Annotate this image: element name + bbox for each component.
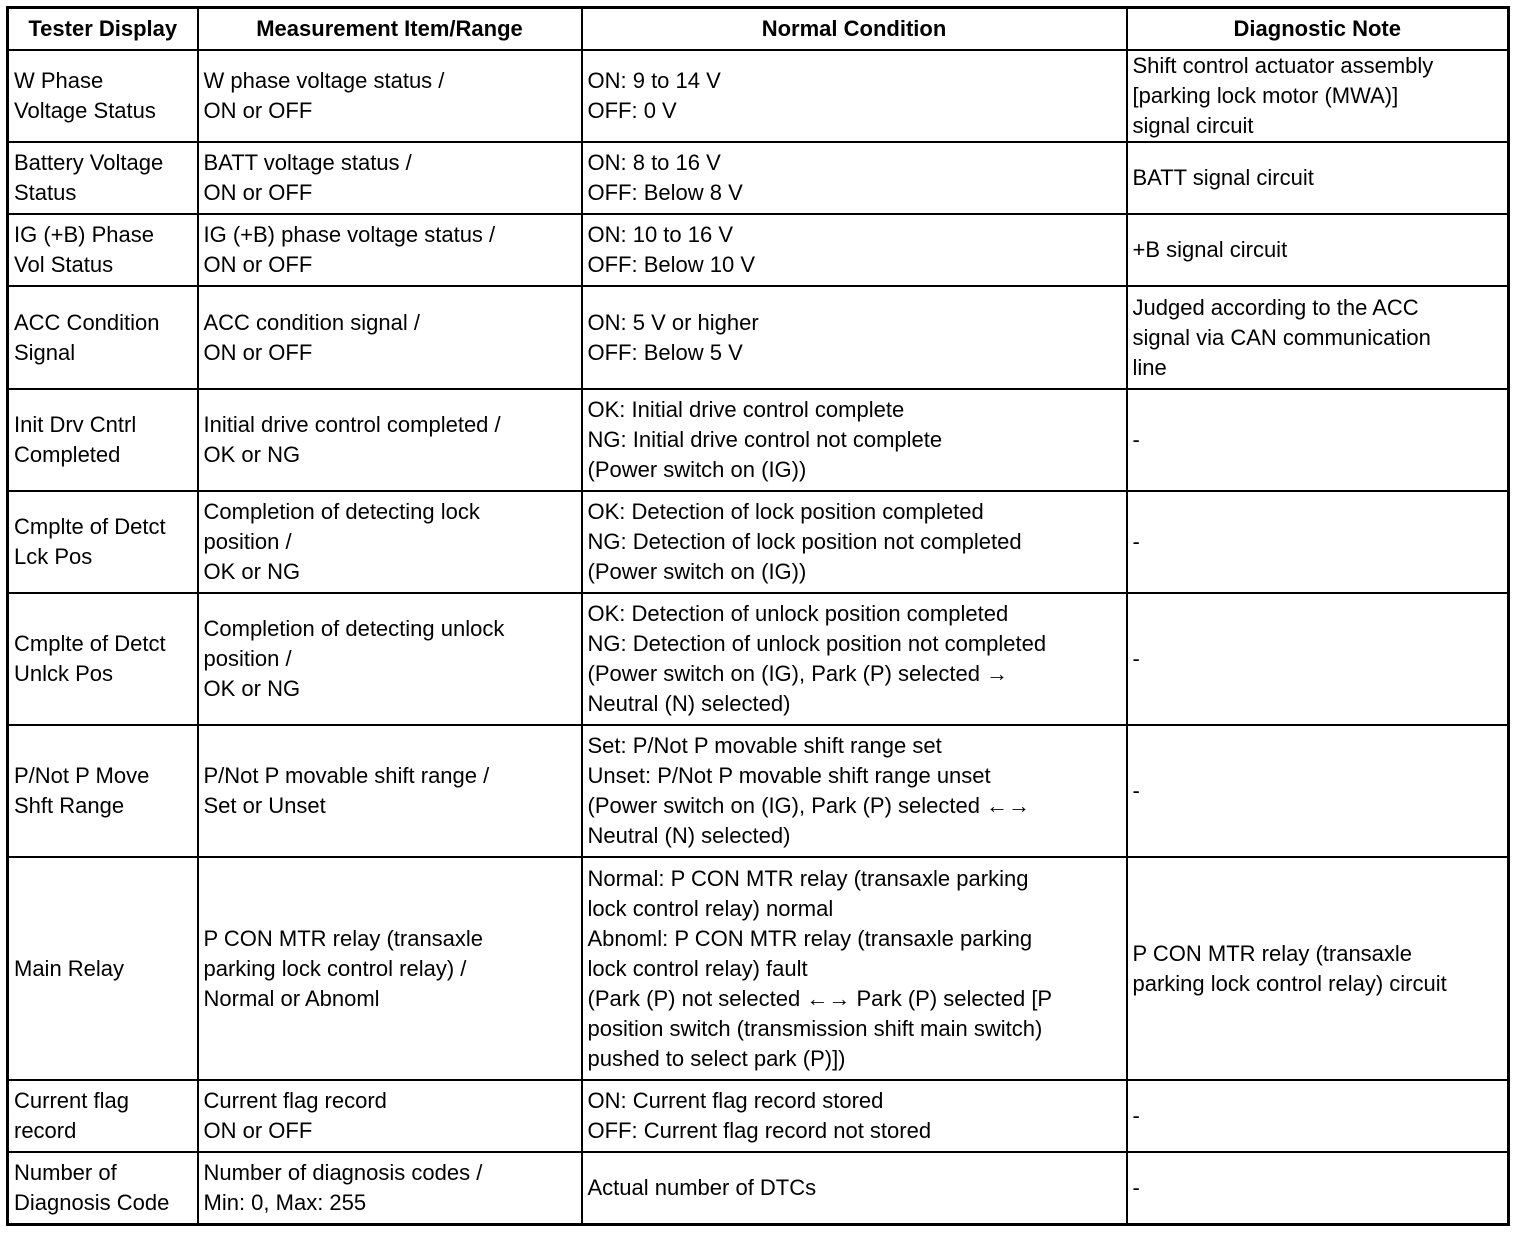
diagnostic-note-cell <box>1127 214 1509 286</box>
cell-text-line: Battery Voltage <box>14 150 164 175</box>
measurement-item-cell <box>198 1080 582 1152</box>
diagnostic-note-cell <box>1127 593 1509 725</box>
cell-text-line: ON or OFF <box>203 1118 313 1143</box>
cell-text-line: NG: Detection of lock position not completed <box>587 529 1022 554</box>
measurement-item-cell <box>198 214 582 286</box>
tester-display-cell <box>8 50 198 142</box>
cell-text-line: ON or OFF <box>203 252 313 277</box>
normal-condition-cell <box>582 286 1127 389</box>
cell-text-line: W phase voltage status / <box>203 68 445 93</box>
table-row <box>8 286 1509 389</box>
table-row <box>8 214 1509 286</box>
cell-text-line: (Power switch on (IG), Park (P) selected → <box>587 661 1009 686</box>
cell-text-line: P CON MTR relay (transaxle <box>203 925 484 951</box>
normal-condition-cell <box>582 389 1127 491</box>
cell-text-line: parking lock control relay) circuit <box>1132 970 1447 996</box>
diagnostic-note-cell <box>1127 1152 1509 1224</box>
cell-text-line: W Phase <box>14 68 104 93</box>
measurement-item-cell <box>198 142 582 214</box>
cell-text-line: Diagnosis Code <box>14 1189 170 1215</box>
cell-text-line: Cmplte of Detct <box>14 514 166 539</box>
measurement-item-cell <box>198 857 582 1080</box>
cell-text-line: P/Not P movable shift range / <box>203 763 490 788</box>
table-row <box>8 725 1509 857</box>
cell-text-line: line <box>1132 354 1167 380</box>
cell-text-line: +B signal circuit <box>1132 237 1288 262</box>
diagnostic-note-cell <box>1127 857 1509 1080</box>
header-measurement-item: Measurement Item/Range <box>198 8 582 51</box>
cell-text-line: - <box>1132 1103 1140 1128</box>
diagnostic-table-container <box>6 6 1507 1226</box>
normal-condition-cell <box>582 1080 1127 1152</box>
diagnostic-note-cell <box>1127 50 1509 142</box>
diagnostic-table <box>6 6 1510 1226</box>
tester-display-cell <box>8 389 198 491</box>
table-row <box>8 389 1509 491</box>
diagnostic-note-cell <box>1127 389 1509 491</box>
cell-text-line: Init Drv Cntrl <box>14 412 137 437</box>
cell-text-line: ON or OFF <box>203 339 313 365</box>
cell-text-line: - <box>1132 778 1140 803</box>
cell-text-line: Set: P/Not P movable shift range set <box>587 733 942 758</box>
cell-text-line: OK: Detection of unlock position completed <box>587 601 1009 626</box>
tester-display-cell <box>8 857 198 1080</box>
tester-display-cell <box>8 725 198 857</box>
measurement-item-cell <box>198 725 582 857</box>
cell-text-line: OFF: Below 10 V <box>587 252 756 277</box>
cell-text-line: Normal or Abnoml <box>203 985 380 1011</box>
cell-text-line: Min: 0, Max: 255 <box>203 1189 367 1215</box>
tester-display-cell <box>8 214 198 286</box>
cell-text-line: Judged according to the ACC <box>1132 294 1419 320</box>
table-row <box>8 491 1509 593</box>
table-header-row <box>8 8 1509 51</box>
measurement-item-cell <box>198 389 582 491</box>
cell-text-line: record <box>14 1118 77 1143</box>
cell-text-line: NG: Initial drive control not complete <box>587 427 943 452</box>
cell-text-line: Abnoml: P CON MTR relay (transaxle parking <box>587 925 1033 951</box>
cell-text-line: Completed <box>14 442 121 467</box>
normal-condition-cell <box>582 142 1127 214</box>
diagnostic-note-cell <box>1127 142 1509 214</box>
cell-text-line: Unset: P/Not P movable shift range unset <box>587 763 991 788</box>
cell-text-line: Vol Status <box>14 252 114 277</box>
normal-condition-cell <box>582 1152 1127 1224</box>
cell-text-line: pushed to select park (P)]) <box>587 1045 846 1071</box>
cell-text-line: Number of diagnosis codes / <box>203 1159 483 1185</box>
tester-display-cell <box>8 142 198 214</box>
diagnostic-note-cell <box>1127 1080 1509 1152</box>
header-diagnostic-note: Diagnostic Note <box>1127 8 1509 51</box>
cell-text-line: - <box>1132 529 1140 554</box>
diagnostic-note-cell <box>1127 725 1509 857</box>
normal-condition-cell <box>582 491 1127 593</box>
cell-text-line: ON: 10 to 16 V <box>587 222 734 247</box>
cell-text-line: ON or OFF <box>203 98 313 123</box>
tester-display-cell <box>8 1152 198 1224</box>
cell-text-line: ON: Current flag record stored <box>587 1088 884 1113</box>
header-normal-condition: Normal Condition <box>582 8 1127 51</box>
normal-condition-cell <box>582 857 1127 1080</box>
tester-display-cell <box>8 286 198 389</box>
cell-text-line: P CON MTR relay (transaxle <box>1132 940 1413 966</box>
measurement-item-cell <box>198 50 582 142</box>
normal-condition-cell <box>582 214 1127 286</box>
table-row <box>8 1080 1509 1152</box>
cell-text-line: Normal: P CON MTR relay (transaxle parking <box>587 865 1029 891</box>
measurement-item-cell <box>198 286 582 389</box>
cell-text-line: position / <box>203 646 292 671</box>
cell-text-line: Set or Unset <box>203 793 326 818</box>
cell-text-line: ON: 9 to 14 V <box>587 68 721 93</box>
cell-text-line: OFF: Current flag record not stored <box>587 1118 932 1143</box>
cell-text-line: NG: Detection of unlock position not completed <box>587 631 1047 656</box>
normal-condition-cell <box>582 593 1127 725</box>
cell-text-line: (Power switch on (IG)) <box>587 457 807 482</box>
cell-text-line: Lck Pos <box>14 544 93 569</box>
cell-text-line: (Park (P) not selected ←→ Park (P) selected [P <box>587 985 1053 1011</box>
cell-text-line: OFF: 0 V <box>587 98 677 123</box>
cell-text-line: [parking lock motor (MWA)] <box>1132 83 1399 108</box>
tester-display-cell <box>8 491 198 593</box>
table-row <box>8 50 1509 142</box>
cell-text-line: ON: 5 V or higher <box>587 309 759 335</box>
cell-text-line: Signal <box>14 339 76 365</box>
tester-display-cell <box>8 1080 198 1152</box>
cell-text-line: signal via CAN communication <box>1132 324 1431 350</box>
cell-text-line: - <box>1132 646 1140 671</box>
cell-text-line: Completion of detecting unlock <box>203 616 505 641</box>
cell-text-line: Status <box>14 180 77 205</box>
cell-text-line: Main Relay <box>14 955 125 981</box>
cell-text-line: IG (+B) phase voltage status / <box>203 222 496 247</box>
table-row <box>8 593 1509 725</box>
measurement-item-cell <box>198 491 582 593</box>
header-tester-display: Tester Display <box>8 8 198 51</box>
cell-text-line: - <box>1132 427 1140 452</box>
table-row <box>8 142 1509 214</box>
cell-text-line: Cmplte of Detct <box>14 631 166 656</box>
cell-text-line: OK: Initial drive control complete <box>587 397 905 422</box>
cell-text-line: OK: Detection of lock position completed <box>587 499 984 524</box>
cell-text-line: ON: 8 to 16 V <box>587 150 721 175</box>
cell-text-line: Current flag record <box>203 1088 387 1113</box>
cell-text-line: BATT voltage status / <box>203 150 412 175</box>
cell-text-line: (Power switch on (IG), Park (P) selected ←→ <box>587 793 1031 818</box>
cell-text-line: ON or OFF <box>203 180 313 205</box>
measurement-item-cell <box>198 593 582 725</box>
cell-text-line: ACC Condition <box>14 309 160 335</box>
cell-text-line: Shft Range <box>14 793 125 818</box>
cell-text-line: Neutral (N) selected) <box>587 823 791 848</box>
normal-condition-cell <box>582 50 1127 142</box>
cell-text-line: OK or NG <box>203 442 301 467</box>
cell-text-line: Neutral (N) selected) <box>587 691 791 716</box>
cell-text-line: Unlck Pos <box>14 661 114 686</box>
cell-text-line: lock control relay) fault <box>587 955 808 981</box>
cell-text-line: position / <box>203 529 292 554</box>
cell-text-line: ACC condition signal / <box>203 309 420 335</box>
cell-text-line: Voltage Status <box>14 98 156 123</box>
cell-text-line: Initial drive control completed / <box>203 412 501 437</box>
cell-text-line: Current flag <box>14 1088 129 1113</box>
cell-text-line: Number of <box>14 1159 117 1185</box>
table-row <box>8 857 1509 1080</box>
cell-text-line: Shift control actuator assembly <box>1132 53 1434 78</box>
cell-text-line: P/Not P Move <box>14 763 150 788</box>
normal-condition-cell <box>582 725 1127 857</box>
cell-text-line: BATT signal circuit <box>1132 165 1314 190</box>
cell-text-line: OK or NG <box>203 559 301 584</box>
measurement-item-cell <box>198 1152 582 1224</box>
cell-text-line: Actual number of DTCs <box>587 1174 817 1200</box>
cell-text-line: parking lock control relay) / <box>203 955 467 981</box>
cell-text-line: lock control relay) normal <box>587 895 834 921</box>
table-row <box>8 1152 1509 1224</box>
cell-text-line: IG (+B) Phase <box>14 222 155 247</box>
cell-text-line: OK or NG <box>203 676 301 701</box>
cell-text-line: signal circuit <box>1132 113 1254 138</box>
diagnostic-note-cell <box>1127 286 1509 389</box>
cell-text-line: OFF: Below 8 V <box>587 180 743 205</box>
cell-text-line: (Power switch on (IG)) <box>587 559 807 584</box>
diagnostic-note-cell <box>1127 491 1509 593</box>
cell-text-line: - <box>1132 1174 1140 1200</box>
cell-text-line: Completion of detecting lock <box>203 499 480 524</box>
cell-text-line: position switch (transmission shift main switch) <box>587 1015 1043 1041</box>
tester-display-cell <box>8 593 198 725</box>
cell-text-line: OFF: Below 5 V <box>587 339 743 365</box>
